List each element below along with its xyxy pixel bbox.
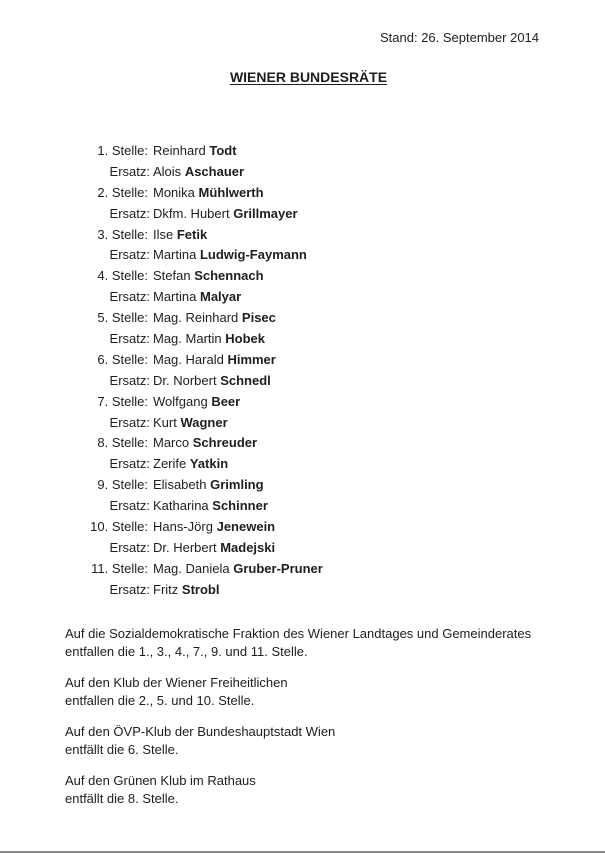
member-name <box>153 351 276 368</box>
member-first-name: Alois <box>153 163 182 179</box>
member-first-name: Zerife <box>153 456 187 472</box>
member-name <box>153 581 219 598</box>
member-first-name: Mag. Harald <box>153 351 224 367</box>
member-name <box>153 184 264 201</box>
member-last-name: Fetik <box>176 226 208 242</box>
member-first-name: Mag. Reinhard <box>153 310 239 326</box>
member-last-name: Schennach <box>194 268 264 284</box>
member-role: 6. Stelle: <box>97 351 148 367</box>
member-name <box>153 518 275 535</box>
member-role: 8. Stelle: <box>97 435 148 451</box>
member-row <box>0 226 605 247</box>
member-name <box>153 497 268 514</box>
member-name <box>153 226 207 243</box>
note-line: Auf den ÖVP-Klub der Bundeshauptstadt Wien <box>65 724 336 739</box>
member-role: 2. Stelle: <box>97 184 148 200</box>
member-first-name: Elisabeth <box>153 477 207 493</box>
member-last-name: Beer <box>211 393 241 409</box>
member-role: 10. Stelle: <box>90 519 148 535</box>
member-row <box>0 372 605 393</box>
allocation-note <box>65 772 585 808</box>
member-name <box>153 267 264 284</box>
member-name <box>153 393 240 410</box>
member-last-name: Gruber-Pruner <box>233 560 323 576</box>
member-last-name: Yatkin <box>189 456 229 472</box>
member-first-name: Kurt <box>153 414 177 430</box>
member-last-name: Grimling <box>210 477 264 493</box>
member-role: Ersatz: <box>109 289 150 305</box>
member-list <box>0 142 605 602</box>
member-row <box>0 351 605 372</box>
note-line: Auf den Klub der Wiener Freiheitlichen <box>65 675 288 690</box>
member-first-name: Mag. Daniela <box>153 560 230 576</box>
member-name <box>153 539 275 556</box>
member-row <box>0 393 605 414</box>
member-role: Ersatz: <box>109 414 150 430</box>
member-last-name: Ludwig-Faymann <box>199 247 307 263</box>
member-row <box>0 163 605 184</box>
member-first-name: Ilse <box>153 226 174 242</box>
member-last-name: Schnedl <box>220 372 271 388</box>
member-first-name: Martina <box>153 289 197 305</box>
member-last-name: Schreuder <box>192 435 258 451</box>
member-name <box>153 246 307 263</box>
member-row <box>0 330 605 351</box>
member-first-name: Dkfm. Hubert <box>153 205 230 221</box>
member-role: Ersatz: <box>109 205 150 221</box>
note-line: entfällt die 6. Stelle. <box>65 742 179 757</box>
member-first-name: Wolfgang <box>153 393 208 409</box>
member-first-name: Fritz <box>153 581 179 597</box>
stand-date: Stand: 26. September 2014 <box>380 30 540 45</box>
member-row <box>0 434 605 455</box>
member-name <box>153 309 276 326</box>
note-line: Auf die Sozialdemokratische Fraktion des Wiener Landtages und Gemeinderates <box>65 626 532 641</box>
member-row <box>0 497 605 518</box>
member-role: 4. Stelle: <box>97 268 148 284</box>
member-row <box>0 476 605 497</box>
member-first-name: Reinhard <box>153 143 206 158</box>
member-first-name: Katharina <box>153 498 209 514</box>
member-name <box>153 163 244 180</box>
member-role: 9. Stelle: <box>97 477 148 493</box>
member-row <box>0 581 605 602</box>
member-row <box>0 560 605 581</box>
member-first-name: Dr. Herbert <box>153 539 217 555</box>
member-row <box>0 142 605 163</box>
member-first-name: Marco <box>153 435 190 451</box>
member-role: 1. Stelle: <box>97 143 148 158</box>
member-role: Ersatz: <box>109 372 150 388</box>
member-first-name: Martina <box>153 247 197 263</box>
member-role: 11. Stelle: <box>91 560 148 576</box>
member-row <box>0 205 605 226</box>
member-last-name: Jenewein <box>216 519 276 535</box>
member-name <box>153 205 298 222</box>
member-row <box>0 455 605 476</box>
note-line: Auf den Grünen Klub im Rathaus <box>65 773 256 788</box>
member-role: Ersatz: <box>109 539 150 555</box>
allocation-note <box>65 723 585 759</box>
member-last-name: Todt <box>209 143 237 158</box>
note-line: entfällt die 8. Stelle. <box>65 791 179 806</box>
member-row <box>0 539 605 560</box>
member-name <box>153 476 264 493</box>
member-last-name: Schinner <box>212 498 268 514</box>
member-row <box>0 518 605 539</box>
member-row <box>0 267 605 288</box>
member-name <box>153 560 323 577</box>
note-line: entfallen die 2., 5. und 10. Stelle. <box>65 693 255 708</box>
member-name <box>153 330 265 347</box>
member-last-name: Aschauer <box>184 163 245 179</box>
member-role: Ersatz: <box>109 331 150 347</box>
member-name <box>153 288 241 305</box>
allocation-note <box>65 674 585 710</box>
member-name <box>153 372 271 389</box>
member-row <box>0 184 605 205</box>
member-role: Ersatz: <box>109 456 150 472</box>
member-role: 7. Stelle: <box>97 393 148 409</box>
member-row <box>0 309 605 330</box>
member-role: Ersatz: <box>109 581 150 597</box>
member-name <box>153 142 237 159</box>
member-last-name: Malyar <box>199 289 242 305</box>
member-first-name: Hans-Jörg <box>153 519 213 535</box>
member-last-name: Pisec <box>241 310 276 326</box>
member-name <box>153 414 228 431</box>
member-row <box>0 246 605 267</box>
member-role: 5. Stelle: <box>97 310 148 326</box>
allocation-note <box>65 625 585 661</box>
member-first-name: Monika <box>153 184 195 200</box>
member-row <box>0 288 605 309</box>
member-role: 3. Stelle: <box>97 226 148 242</box>
member-last-name: Hobek <box>225 331 265 347</box>
member-last-name: Mühlwerth <box>198 184 264 200</box>
member-role: Ersatz: <box>109 247 150 263</box>
notes-section <box>65 625 585 821</box>
member-last-name: Himmer <box>227 351 276 367</box>
member-name <box>153 455 228 472</box>
member-row <box>0 414 605 435</box>
member-last-name: Wagner <box>180 414 228 430</box>
member-first-name: Mag. Martin <box>153 331 222 347</box>
member-last-name: Madejski <box>220 539 276 555</box>
member-last-name: Strobl <box>181 581 220 597</box>
member-role: Ersatz: <box>109 163 150 179</box>
member-role: Ersatz: <box>109 498 150 514</box>
document-title: WIENER BUNDESRÄTE <box>229 69 388 85</box>
member-first-name: Dr. Norbert <box>153 372 217 388</box>
member-name <box>153 434 257 451</box>
note-line: entfallen die 1., 3., 4., 7., 9. und 11. Stelle. <box>65 644 308 659</box>
member-last-name: Grillmayer <box>233 205 298 221</box>
member-first-name: Stefan <box>153 268 191 284</box>
